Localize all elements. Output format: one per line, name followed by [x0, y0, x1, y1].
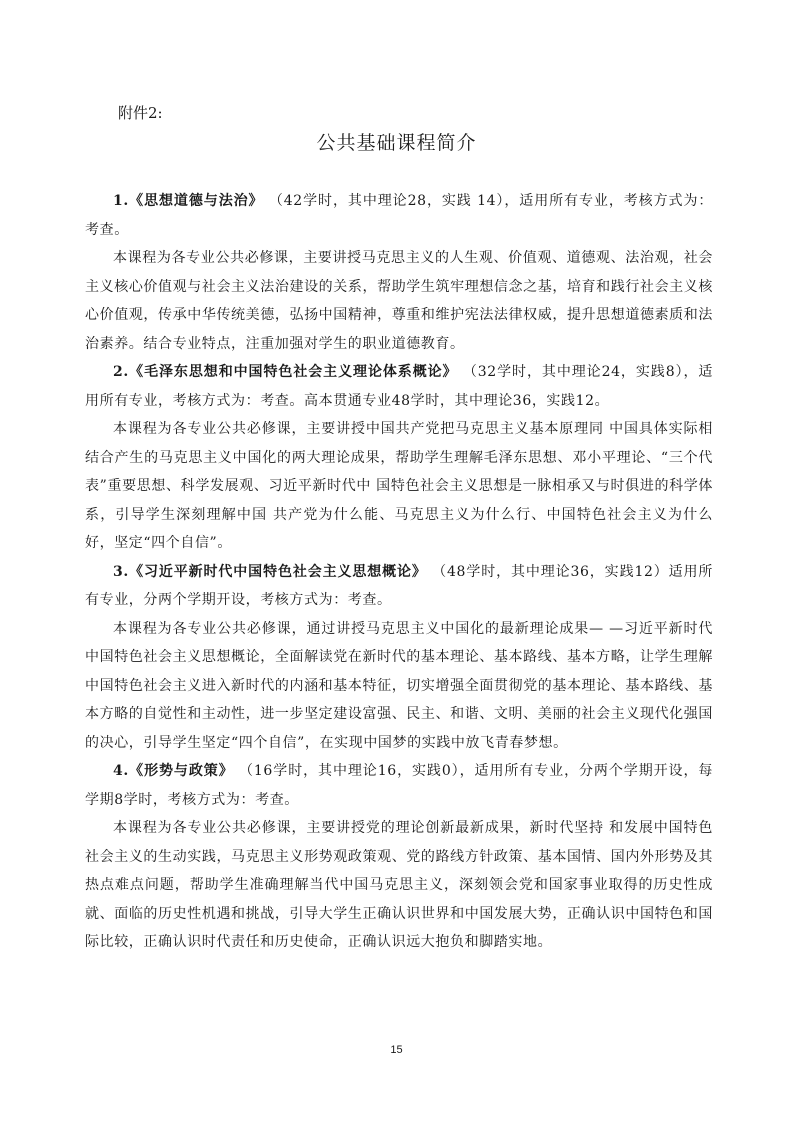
course-heading	[85, 558, 713, 615]
course-section-2	[85, 358, 713, 558]
course-heading	[85, 358, 713, 415]
course-number: 1.	[113, 193, 129, 209]
course-description: 本课程为各专业公共必修课，通过讲授马克思主义中国化的最新理论成果— —习近平新时代中国特色社会主义思想概论，全面解读党在新时代的基本理论、基本路线、基本方略，让学生理解中国特色社会主义进入新时代的内涵和基本特征，切实增强全面贯彻党的基本理论、基本路线、基本方略的自觉性和主动性，进一步坚定建设富强、民主、和谐、文明、美丽的社会主义现代化强国的决心，引导学生坚定“四个自信”，在实现中国梦的实践中放飞青春梦想。	[85, 620, 713, 751]
course-description: 本课程为各专业公共必修课，主要讲授马克思主义的人生观、价值观、道德观、法治观，社会主义核心价值观与社会主义法治建设的关系，帮助学生筑牢理想信念之基，培育和践行社会主义核心价值观，传承中华传统美德，弘扬中国精神，尊重和维护宪法法律权威，提升思想道德素质和法治素养。结合专业特点，注重加强对学生的职业道德教育。	[85, 250, 713, 352]
course-section-1	[85, 187, 713, 358]
course-description: 本课程为各专业公共必修课，主要讲授中国共产党把马克思主义基本原理同 中国具体实际相结合产生的马克思主义中国化的两大理论成果，帮助学生理解毛泽东思想、邓小平理论、“三个代表”重要思想、科学发展观、习近平新时代中 国特色社会主义思想是一脉相承又与时俱进的科学体系，引导学生深刻理解中国 共产党为什么能、马克思主义为什么行、中国特色社会主义为什么好，坚定“四个自信”。	[85, 421, 713, 551]
course-name: 《习近平新时代中国特色社会主义思想概论》	[128, 563, 427, 580]
course-meta: （48学时，其中理论36，实践12）适用所有专业，分两个学期开设，考核方式为：考查。	[85, 563, 714, 608]
page-number: 15	[390, 1044, 403, 1056]
page-title: 公共基础课程简介	[316, 132, 477, 154]
course-section-3	[85, 558, 713, 758]
course-meta: （16学时，其中理论16，实践0），适用所有专业，分两个学期开设，每学期8学时，考核方式为：考查。	[85, 763, 713, 808]
course-description: 本课程为各专业公共必修课，主要讲授党的理论创新最新成果，新时代坚持 和发展中国特色社会主义的生动实践，马克思主义形势观政策观、党的路线方针政策、基本国情、国内外形势及其热点难点问题，帮助学生准确理解当代中国马克思主义，深刻领会党和国家事业取得的历史性成就、面临的历史性机遇和挑战，引导大学生正确认识世界和中国发展大势，正确认识中国特色和国际比较，正确认识时代责任和历史使命，正确认识远大抱负和脚踏实地。	[85, 820, 713, 950]
course-number: 3.	[113, 563, 129, 580]
course-number: 2.	[113, 364, 129, 380]
course-heading	[85, 757, 713, 814]
document-body	[85, 187, 713, 957]
course-name: 《毛泽东思想和中国特色社会主义理论体系概论》	[128, 364, 458, 380]
course-name: 《形势与政策》	[128, 763, 234, 779]
course-section-4	[85, 757, 713, 957]
course-heading	[85, 187, 713, 244]
course-name: 《思想道德与法治》	[128, 193, 264, 209]
course-meta: （42学时，其中理论28，实践 14），适用所有专业，考核方式为：考查。	[85, 193, 713, 238]
attachment-label: 附件2:	[118, 104, 163, 122]
course-meta: （32学时，其中理论24，实践8），适用所有专业，考核方式为：考查。高本贯通专业48学时，其中理论36，实践12。	[85, 364, 713, 409]
course-number: 4.	[113, 763, 129, 779]
